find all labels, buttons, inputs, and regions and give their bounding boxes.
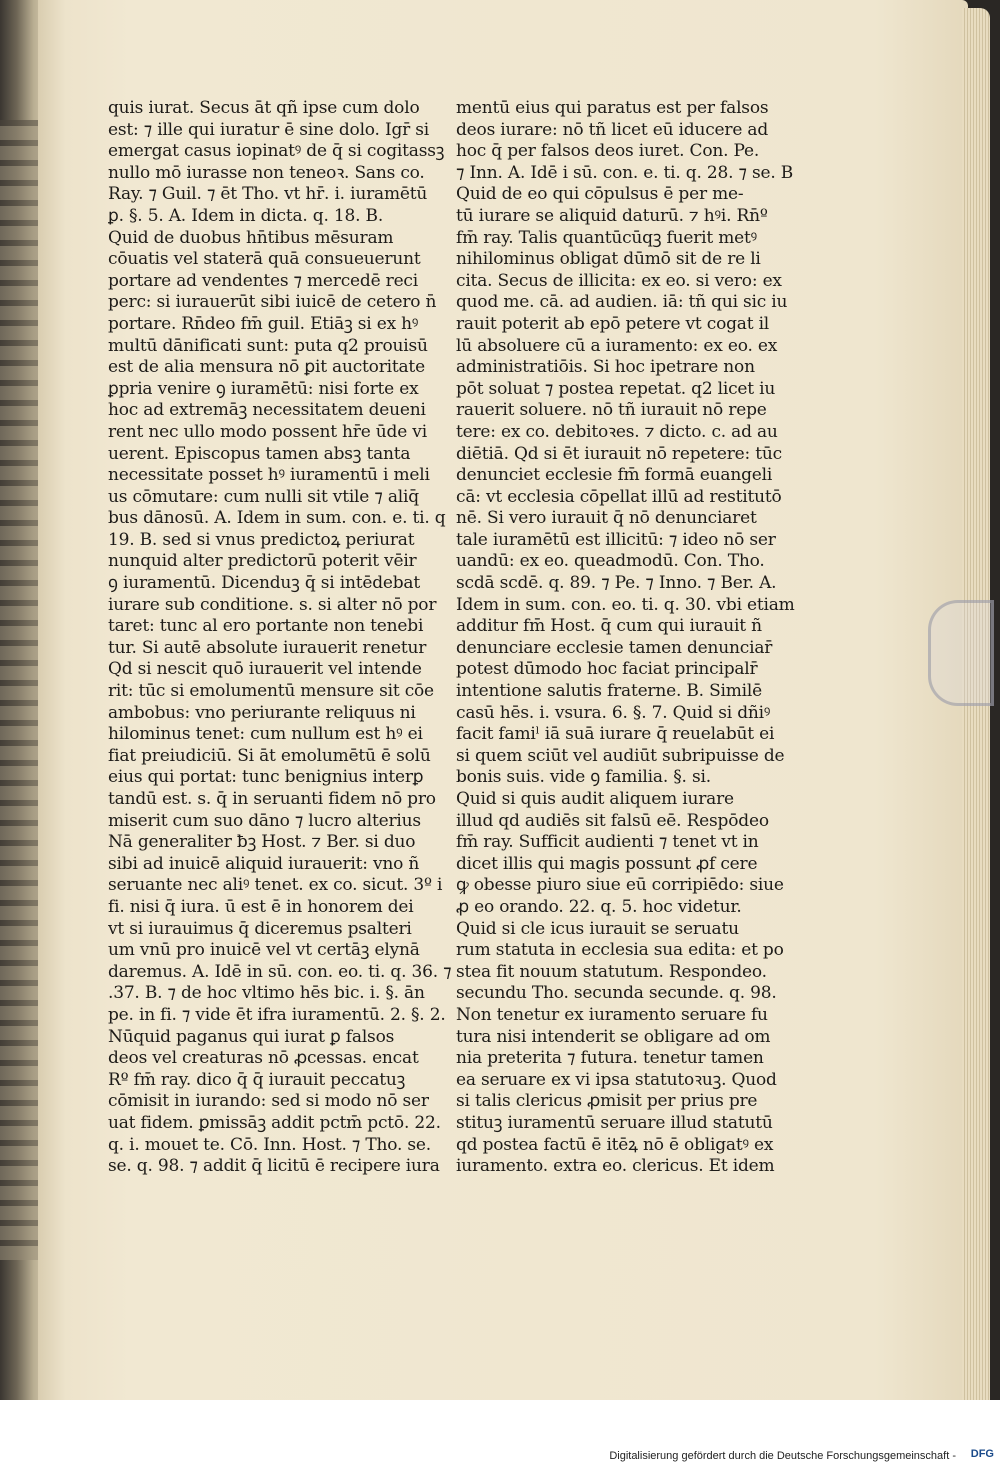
text-line: diētiā. Qd̄ si ēt iurauit nō repetere: tūc xyxy=(456,443,782,464)
text-line: miserit cum suo dāno ⁊ lucro alterius xyxy=(108,810,421,831)
text-line: denunciare ecclesie tamen denunciar̄ xyxy=(456,637,773,658)
text-line: q. i. mouet te. Cō. Inn. Host. ⁊ Tho. se. xyxy=(108,1134,432,1155)
text-line: us cōmutare: cum nulli sit vtile ⁊ aliq̄ xyxy=(108,486,419,507)
text-line: ⁊ Inn. A. Idē i sū. con. e. ti. q. 28. ⁊ se. B xyxy=(456,162,794,183)
text-line: deos vel creaturas nō ꝓcessas. encat xyxy=(108,1048,419,1069)
text-line: emergat casus iopinatꝰ de q̄ si cogitassꝫ xyxy=(108,141,445,162)
text-line: nē. Si vero iurauit q̄ nō denunciaret xyxy=(456,508,757,529)
text-line: necessitate posset hꝰ iuramentū i meli xyxy=(108,465,430,486)
text-line: fm̄ ray. Talis quantūcūqꝫ fuerit metꝰ xyxy=(456,227,757,248)
text-line: Quid de eo qui cōpulsus ē per me- xyxy=(456,184,744,205)
text-line: qd̄ postea factū ē itēꝝ nō ē obligatꝰ ex xyxy=(456,1134,774,1155)
text-line: .37. B. ⁊ de hoc vltimo hēs bic. i. §. ān xyxy=(108,983,425,1004)
text-line: rauit poterit ab epō petere vt cogat il xyxy=(456,313,770,334)
text-line: pe. in fi. ⁊ vide ēt ifra iuramentū. 2. §. 2. xyxy=(108,1004,446,1025)
text-line: Qd̄ si nescit quō iurauerit vel intende xyxy=(108,659,422,680)
text-line: fm̄ ray. Sufficit audienti ⁊ tenet vt in xyxy=(456,832,759,853)
text-line: ꝑ. §. 5. A. Idem in dicta. q. 18. B. xyxy=(108,205,384,226)
text-line: Idem in sum. con. eo. ti. q. 30. vbi etiam xyxy=(456,594,795,615)
text-line: stituꝫ iuramentū seruare illud statutū xyxy=(456,1112,773,1133)
text-line: nunquid alter predictorū poterit vēir xyxy=(108,551,417,572)
text-line: scdā scdē. q. 89. ⁊ Pe. ⁊ Inno. ⁊ Ber. A. xyxy=(456,573,777,594)
text-line: hoc ad extremāꝫ necessitatem deueni xyxy=(108,400,426,421)
text-line: multū dānificati sunt: puta q2 prouisū xyxy=(108,335,428,356)
footer-bar xyxy=(0,1400,1000,1480)
text-line: ꝯ iuramentū. Dicenduꝫ q̄ si intēdebat xyxy=(108,573,420,594)
text-line: rum statuta in ecclesia sua edita: et po xyxy=(456,940,784,961)
text-line: si quem sciūt vel audiūt subripuisse de xyxy=(456,745,785,766)
text-line: perc: si iurauerūt sibi iuicē de cetero n̄ xyxy=(108,292,437,313)
text-line: cōmisit in iurando: sed si modo nō ser xyxy=(108,1091,429,1112)
text-line: lū absoluere cū a iuramento: ex eo. ex xyxy=(456,335,778,356)
text-line: uerent. Episcopus tamen absꝫ tanta xyxy=(108,443,411,464)
text-line: mentū eius qui paratus est per falsos xyxy=(456,98,769,118)
text-line: portare. Rn̄deo fm̄ guil. Etiāꝫ si ex hꝰ xyxy=(108,313,419,334)
text-line: tere: ex co. debitoꝛes. ⁊ dicto. c. ad au xyxy=(456,421,778,442)
text-line: seruante nec aliꝰ tenet. ex co. sicut. 3º i xyxy=(108,875,443,896)
text-line: quod me. cā. ad audien. iā: tñ qui sic iu xyxy=(456,292,788,313)
text-line: rit: tūc si emolumentū mensure sit cōe xyxy=(108,681,434,702)
text-line: daremus. A. Idē in sū. con. eo. ti. q. 36. ⁊ xyxy=(108,961,452,982)
text-line: rauerit soluere. nō tñ iurauit nō repe xyxy=(456,400,767,421)
text-line: fi. nisi q̄ iura. ū est ē in honorem dei xyxy=(108,896,414,917)
text-line: vt si iurauimus q̄ diceremus psalteri xyxy=(108,918,412,939)
text-line: Ray. ⁊ Guil. ⁊ ēt Tho. vt hr̄. i. iuramētū xyxy=(108,184,428,205)
digitization-credit: Digitalisierung gefördert durch die Deutsche Forschungsgemeinschaft - xyxy=(609,1450,956,1462)
text-line: Nūquid paganus qui iurat ꝑ falsos xyxy=(108,1026,395,1047)
text-line: stea fit nouum statutum. Respondeo. xyxy=(456,961,767,982)
text-line: deos iurare: nō tñ licet eū iducere ad xyxy=(456,119,769,140)
text-line: hilominus tenet: cum nullum est hꝰ ei xyxy=(108,724,423,745)
text-line: est: ⁊ ille qui iuratur ē sine dolo. Igr̄ si xyxy=(108,119,430,140)
text-line: tandū est. s. q̄ in seruanti fidem nō pro xyxy=(108,789,436,809)
text-line: Quid si cle icus iurauit se seruatu xyxy=(456,918,739,939)
text-line: secundu Tho. secunda secunde. q. 98. xyxy=(456,983,777,1004)
text-line: Non tenetur ex iuramento seruare fu xyxy=(456,1004,768,1025)
text-line: hoc q̄ per falsos deos iuret. Con. Pe. xyxy=(456,141,760,162)
text-line: nullo mō iurasse non teneoꝛ. Sans co. xyxy=(108,162,425,183)
text-line: Quid de duobus hn̄tibus mēsuram xyxy=(108,227,394,248)
text-line: ambobus: vno periurante reliquus ni xyxy=(108,702,416,723)
dfg-logo: DFG xyxy=(970,1448,994,1460)
text-line: Nā generaliter ƀꝫ Host. ⁊ Ber. si duo xyxy=(108,832,416,853)
text-line: nihilominus obligat dūmō sit de re li xyxy=(456,249,761,270)
text-line: taret: tunc al ero portante non tenebi xyxy=(108,616,424,637)
text-line: tur. Si autē absolute iurauerit renetur xyxy=(108,637,427,658)
text-line: cā: vt ecclesia cōpellat illū ad restitutō xyxy=(456,486,782,507)
text-line: ꝑpria venire ꝯ iuramētū: nisi forte ex xyxy=(108,378,419,399)
text-line: se. q. 98. ⁊ addit q̄ licitū ē recipere iura xyxy=(108,1156,440,1177)
text-line: administratiōis. Si hoc ipetrare non xyxy=(456,357,755,378)
text-line: est de alia mensura nō ꝑit auctoritate xyxy=(108,357,425,378)
text-line: cita. Secus de illicita: ex eo. si vero: ex xyxy=(456,270,782,291)
left-text-column xyxy=(108,98,453,1178)
text-line: casū hēs. i. vsura. 6. §. 7. Quid si dñiꝰ xyxy=(456,702,771,723)
text-line: uandū: ex eo. queadmodū. Con. Tho. xyxy=(456,551,765,572)
text-line: ea seruare ex vi ipsa statutoꝛuꝫ. Quod xyxy=(456,1069,777,1090)
text-line: uat fidem. ꝑmissāꝫ addit pctm̄ pctō. 22. xyxy=(108,1112,441,1133)
text-line: tale iuramētū est illicitū: ⁊ ideo nō ser xyxy=(456,529,776,550)
page-clip xyxy=(928,600,994,706)
text-line: illud qd̄ audiēs sit falsū eē. Respōdeo xyxy=(456,810,769,831)
text-line: dicet illis qui magis possunt ꝓf cere xyxy=(456,853,758,874)
text-line: tū iurare se aliquid daturū. ⁊ hꝰi. Rn̄º xyxy=(456,205,768,226)
text-line: iurare sub conditione. s. si alter nō por xyxy=(108,594,437,615)
text-line: nia preterita ⁊ futura. tenetur tamen xyxy=(456,1048,764,1069)
text-line: Quid si quis audit aliquem iurare xyxy=(456,789,734,809)
text-line: bus dānosū. A. Idem in sum. con. e. ti. q xyxy=(108,508,446,529)
text-line: sibi ad inuicē aliquid iurauerit: vno ñ xyxy=(108,853,420,874)
text-line: ꝙ obesse piuro siue eū corripiēdo: siue xyxy=(456,875,784,896)
text-line: denunciet ecclesie fm̄ formā euangeli xyxy=(456,465,773,486)
text-line: iuramento. extra eo. clericus. Et idem xyxy=(456,1156,775,1177)
text-line: fiat preiudiciū. Si āt emolumētū ē solū xyxy=(108,745,431,766)
text-line: portare ad vendentes ⁊ mercedē reci xyxy=(108,270,418,291)
text-line: facit famiˡ iā suā iurare q̄ reuelabūt ei xyxy=(456,724,775,745)
right-text-column xyxy=(456,98,801,1178)
text-line: rent nec ullo modo possent hr̄e ūde vi xyxy=(108,421,427,442)
adjacent-page-sliver xyxy=(0,120,42,1260)
text-line: um vnū pro inuicē vel vt certāꝫ elynā xyxy=(108,940,420,961)
text-line: additur fm̄ Host. q̄ cum qui iurauit ñ xyxy=(456,616,762,637)
text-line: tura nisi intenderit se obligare ad om xyxy=(456,1026,771,1047)
text-line: cōuatis vel staterā quā consueuerunt xyxy=(108,249,421,270)
text-line: eius qui portat: tunc benignius interꝑ xyxy=(108,767,424,788)
text-line: pōt soluat ⁊ postea repetat. q2 licet iu xyxy=(456,378,776,399)
text-line: quis iurat. Secus āt qñ ipse cum dolo xyxy=(108,98,420,118)
text-line: intentione salutis fraterne. B. Similē xyxy=(456,681,763,702)
text-line: Rº fm̄ ray. dico q̄ q̄ iurauit peccatuꝫ xyxy=(108,1069,406,1090)
text-line: 19. B. sed si vnus predictoꝝ periurat xyxy=(108,529,415,550)
text-line: si talis clericus ꝓmisit per prius pre xyxy=(456,1091,758,1112)
text-line: potest dūmodo hoc faciat principalr̄ xyxy=(456,659,758,680)
text-line: ꝓ eo orando. 22. q. 5. hoc videtur. xyxy=(456,896,742,917)
text-line: bonis suis. vide ꝯ familia. §. si. xyxy=(456,767,711,788)
